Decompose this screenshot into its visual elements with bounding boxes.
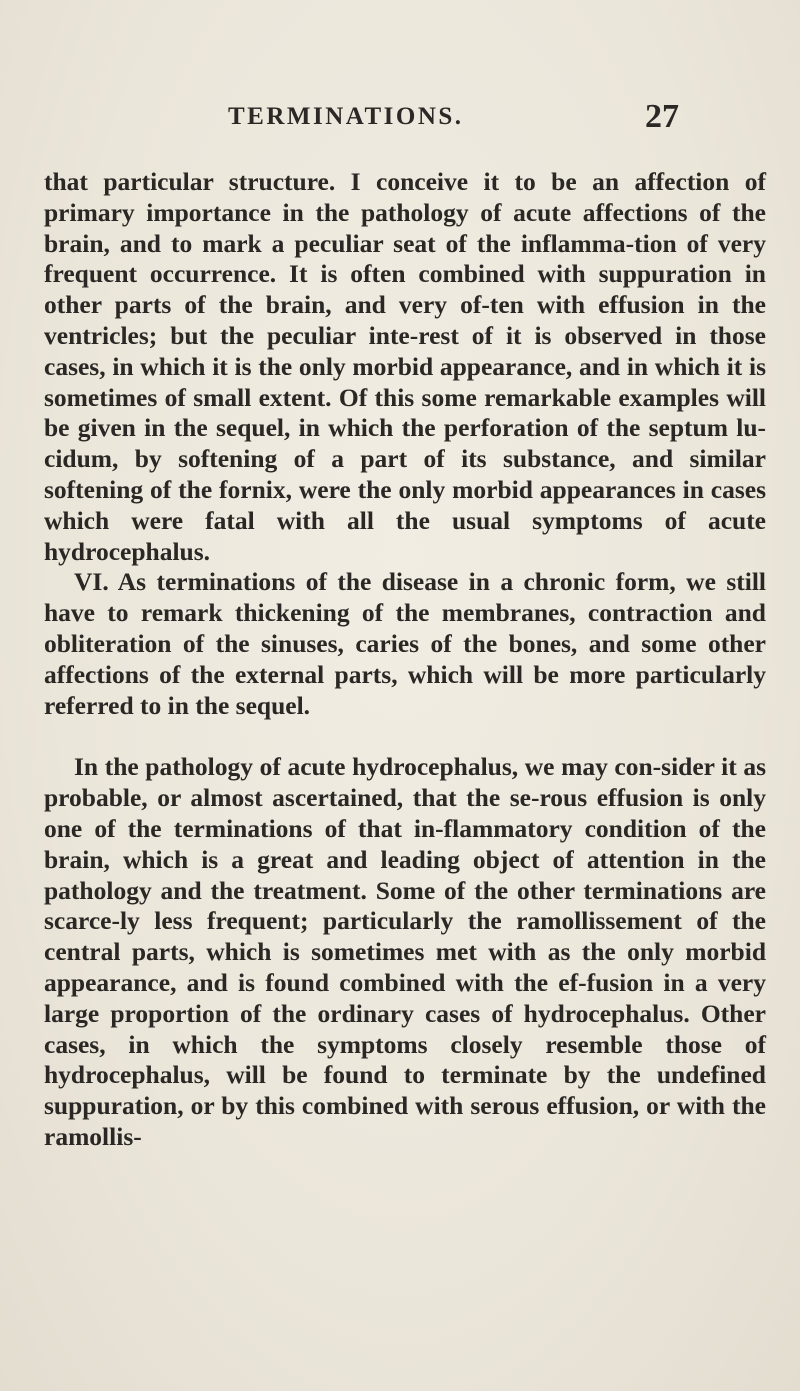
page-number: 27 bbox=[645, 98, 679, 135]
paragraph-3: In the pathology of acute hydrocephalus, we may con-sider it as probable, or almost ascertained, that the se-rous effusion is only one of the terminations of that in-flammatory condition of the brain, which is a great and leading object of attention in the pathology and the treatment. Some of the other terminations are scarce-ly less frequent; particularly the ramollissement of the central parts, which is sometimes met with as the only morbid appearance, and is found combined with the ef-fusion in a very large proportion of the ordinary cases of hydrocephalus. Other cases, in which the symptoms closely resemble those of hydrocephalus, will be found to terminate by the undefined suppuration, or by this combined with serous effusion, or with the ramollis- bbox=[44, 752, 766, 1151]
page-header bbox=[0, 98, 800, 143]
running-title: TERMINATIONS. bbox=[228, 103, 464, 130]
body-text bbox=[44, 167, 766, 1153]
paragraph-1: that particular structure. I conceive it to be an affection of primary importance in the pathology of acute affections of the brain, and to mark a peculiar seat of the inflamma-tion of very frequent occurrence. It is often combined with suppuration in other parts of the brain, and very of-ten with effusion in the ventricles; but the peculiar inte-rest of it is observed in those cases, in which it is the only morbid appearance, and in which it is sometimes of small extent. Of this some remarkable examples will be given in the sequel, in which the perforation of the septum lu-cidum, by softening of a part of its substance, and similar softening of the fornix, were the only morbid appearances in cases which were fatal with all the usual symptoms of acute hydrocephalus. bbox=[44, 167, 766, 566]
paragraph-2: VI. As terminations of the disease in a chronic form, we still have to remark thickening of the membranes, contraction and obliteration of the sinuses, caries of the bones, and some other affections of the external parts, which will be more particularly referred to in the sequel. bbox=[44, 567, 766, 720]
